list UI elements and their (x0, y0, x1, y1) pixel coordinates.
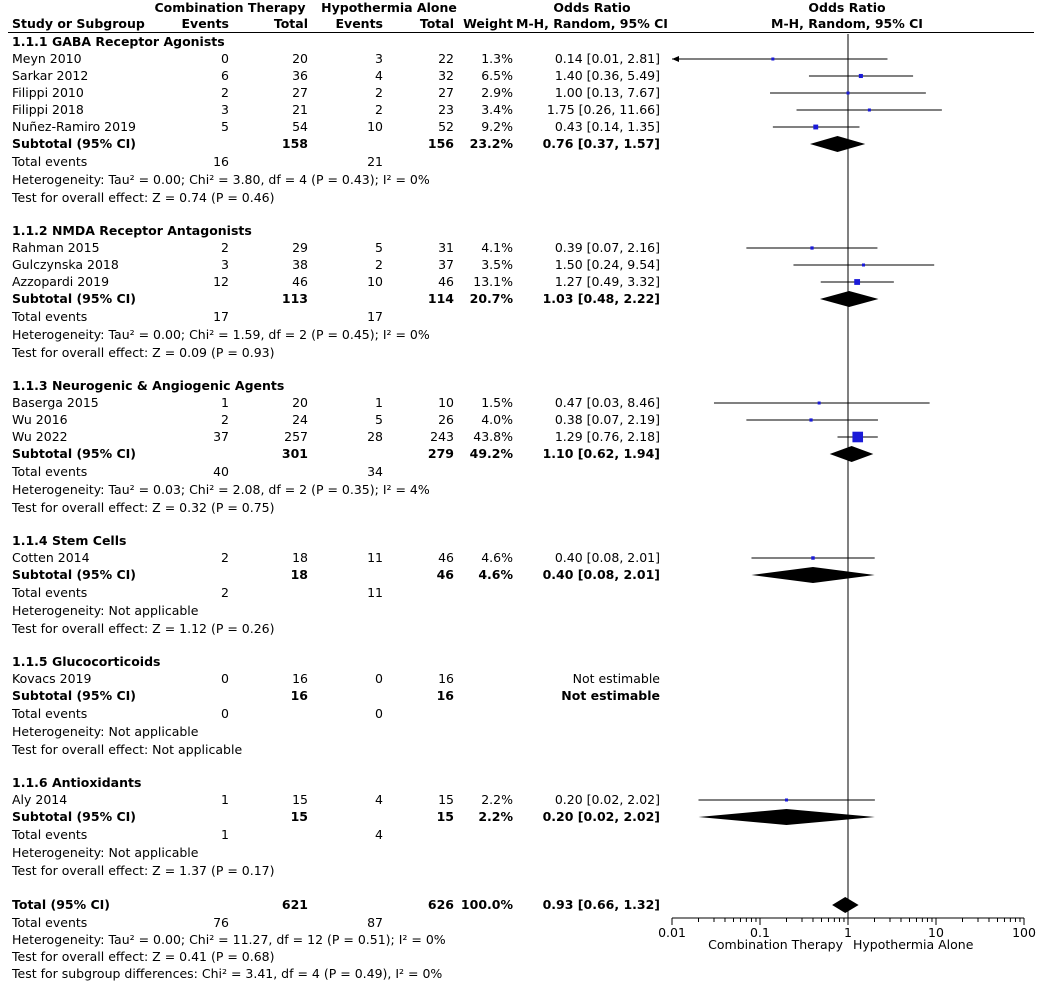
study-ci: 1.27 [0.49, 3.32] (554, 274, 660, 289)
study-name: Baserga 2015 (12, 395, 99, 410)
overall-effect: Test for overall effect: Z = 0.32 (P = 0.75) (12, 500, 275, 515)
study-total1: 20 (292, 395, 308, 410)
study-point-square (854, 279, 860, 285)
study-events2: 28 (367, 429, 383, 444)
subtotal-ci: 0.20 [0.02, 2.02] (542, 809, 660, 824)
study-ci: 1.50 [0.24, 9.54] (554, 257, 660, 272)
subtotal-total1: 18 (290, 567, 308, 582)
study-point-square (785, 799, 788, 802)
study-point-square (847, 92, 850, 95)
total-events1: 0 (221, 706, 229, 721)
subtotal-total1: 15 (290, 809, 308, 824)
study-column-header: Study or Subgroup (12, 16, 145, 31)
subtotal-label: Subtotal (95% CI) (12, 688, 136, 703)
study-name: Filippi 2010 (12, 85, 84, 100)
study-ci: 1.75 [0.26, 11.66] (546, 102, 660, 117)
group2-header: Hypothermia Alone (321, 0, 457, 15)
pooled-diamond (820, 291, 879, 307)
study-events1: 2 (221, 85, 229, 100)
study-total1: 20 (292, 51, 308, 66)
total-events-label: Total events (12, 154, 88, 169)
study-weight: 1.3% (481, 51, 513, 66)
x-tick-label: 0.1 (750, 925, 770, 940)
subgroup-title: 1.1.4 Stem Cells (12, 533, 127, 548)
subtotal-label: Subtotal (95% CI) (12, 809, 136, 824)
study-name: Azzopardi 2019 (12, 274, 110, 289)
heterogeneity: Heterogeneity: Tau² = 0.03; Chi² = 2.08, df = 2 (P = 0.35); I² = 4% (12, 482, 430, 497)
study-ci: Not estimable (572, 671, 660, 686)
study-total2: 243 (430, 429, 454, 444)
study-total2: 52 (438, 119, 454, 134)
study-name: Aly 2014 (12, 792, 68, 807)
study-ci: 0.40 [0.08, 2.01] (554, 550, 660, 565)
study-weight: 43.8% (473, 429, 513, 444)
study-events2: 10 (367, 274, 383, 289)
or-method-header: M-H, Random, 95% CI (516, 16, 668, 31)
total-events-label: Total events (12, 464, 88, 479)
study-point-square (862, 264, 865, 267)
study-events1: 6 (221, 68, 229, 83)
study-total1: 36 (292, 68, 308, 83)
study-total1: 54 (292, 119, 308, 134)
subgroup-title: 1.1.3 Neurogenic & Angiogenic Agents (12, 378, 285, 393)
plot-method-header: M-H, Random, 95% CI (771, 16, 923, 31)
subtotal-label: Subtotal (95% CI) (12, 446, 136, 461)
subtotal-label: Subtotal (95% CI) (12, 291, 136, 306)
study-name: Meyn 2010 (12, 51, 82, 66)
plot-title: Odds Ratio (808, 0, 886, 15)
study-weight: 4.0% (481, 412, 513, 427)
study-events1: 1 (221, 792, 229, 807)
subgroup-title: 1.1.5 Glucocorticoids (12, 654, 161, 669)
heterogeneity: Heterogeneity: Not applicable (12, 724, 199, 739)
subgroup-difference-test: Test for subgroup differences: Chi² = 3.41, df = 4 (P = 0.49), I² = 0% (12, 966, 443, 981)
study-events2: 10 (367, 119, 383, 134)
subtotal-weight: 49.2% (469, 446, 513, 461)
total-events2: 21 (367, 154, 383, 169)
subtotal-total1: 301 (281, 446, 308, 461)
total-n1: 621 (281, 897, 308, 912)
study-events2: 4 (375, 68, 383, 83)
study-name: Gulczynska 2018 (12, 257, 119, 272)
study-point-square (818, 402, 821, 405)
x-tick-label: 1 (844, 925, 852, 940)
study-events2: 0 (375, 671, 383, 686)
subtotal-ci: 0.76 [0.37, 1.57] (542, 136, 660, 151)
total-events-label: Total events (12, 309, 88, 324)
study-weight: 4.1% (481, 240, 513, 255)
study-events2: 5 (375, 240, 383, 255)
pooled-diamond (810, 136, 865, 152)
events2-header: Events (335, 16, 383, 31)
study-total2: 27 (438, 85, 454, 100)
study-total1: 38 (292, 257, 308, 272)
heterogeneity: Heterogeneity: Tau² = 0.00; Chi² = 1.59, df = 2 (P = 0.45); I² = 0% (12, 327, 430, 342)
subtotal-weight: 23.2% (469, 136, 513, 151)
study-events2: 1 (375, 395, 383, 410)
study-total2: 22 (438, 51, 454, 66)
ci-clip-arrow (672, 56, 679, 62)
study-weight: 9.2% (481, 119, 513, 134)
study-events1: 5 (221, 119, 229, 134)
events1-header: Events (181, 16, 229, 31)
total2-header: Total (419, 16, 454, 31)
overall-effect: Test for overall effect: Z = 1.12 (P = 0.26) (12, 621, 275, 636)
study-total1: 46 (292, 274, 308, 289)
study-weight: 13.1% (473, 274, 513, 289)
study-total2: 32 (438, 68, 454, 83)
weight-header: Weight (463, 16, 513, 31)
study-events1: 37 (213, 429, 229, 444)
subtotal-label: Subtotal (95% CI) (12, 136, 136, 151)
subtotal-ci: Not estimable (561, 688, 660, 703)
study-ci: 1.29 [0.76, 2.18] (554, 429, 660, 444)
total-events1: 17 (213, 309, 229, 324)
total-ci: 0.93 [0.66, 1.32] (542, 897, 660, 912)
study-point-square (811, 556, 814, 559)
study-weight: 3.4% (481, 102, 513, 117)
study-ci: 0.14 [0.01, 2.81] (554, 51, 660, 66)
study-events1: 1 (221, 395, 229, 410)
pooled-diamond (830, 446, 874, 462)
study-events2: 5 (375, 412, 383, 427)
overall-events1: 76 (213, 915, 229, 930)
total-events1: 1 (221, 827, 229, 842)
study-total1: 15 (292, 792, 308, 807)
study-events2: 2 (375, 257, 383, 272)
study-total2: 15 (438, 792, 454, 807)
total-events2: 34 (367, 464, 383, 479)
overall-effect: Test for overall effect: Z = 1.37 (P = 0.17) (12, 863, 275, 878)
overall-heterogeneity: Heterogeneity: Tau² = 0.00; Chi² = 11.27, df = 12 (P = 0.51); I² = 0% (12, 932, 446, 947)
study-point-square (810, 246, 813, 249)
group1-header: Combination Therapy (154, 0, 306, 15)
study-name: Wu 2022 (12, 429, 68, 444)
study-weight: 3.5% (481, 257, 513, 272)
study-events1: 2 (221, 240, 229, 255)
overall-events-label: Total events (12, 915, 88, 930)
study-ci: 0.43 [0.14, 1.35] (554, 119, 660, 134)
total-events2: 4 (375, 827, 383, 842)
subtotal-ci: 0.40 [0.08, 2.01] (542, 567, 660, 582)
total-events1: 40 (213, 464, 229, 479)
study-name: Nuñez-Ramiro 2019 (12, 119, 136, 134)
heterogeneity: Heterogeneity: Not applicable (12, 603, 199, 618)
study-ci: 0.20 [0.02, 2.02] (554, 792, 660, 807)
study-events2: 11 (367, 550, 383, 565)
subtotal-ci: 1.10 [0.62, 1.94] (542, 446, 660, 461)
study-weight: 4.6% (481, 550, 513, 565)
subtotal-label: Subtotal (95% CI) (12, 567, 136, 582)
study-name: Wu 2016 (12, 412, 68, 427)
subtotal-ci: 1.03 [0.48, 2.22] (542, 291, 660, 306)
subgroup-title: 1.1.6 Antioxidants (12, 775, 142, 790)
study-point-square (809, 418, 812, 421)
study-total1: 18 (292, 550, 308, 565)
study-total1: 16 (292, 671, 308, 686)
subgroup-title: 1.1.2 NMDA Receptor Antagonists (12, 223, 252, 238)
study-events1: 3 (221, 257, 229, 272)
study-ci: 0.39 [0.07, 2.16] (554, 240, 660, 255)
heterogeneity: Heterogeneity: Tau² = 0.00; Chi² = 3.80, df = 4 (P = 0.43); I² = 0% (12, 172, 430, 187)
study-point-square (859, 74, 863, 78)
subtotal-total2: 114 (427, 291, 454, 306)
study-total2: 23 (438, 102, 454, 117)
subtotal-total1: 113 (281, 291, 308, 306)
total-events2: 11 (367, 585, 383, 600)
total-weight: 100.0% (460, 897, 513, 912)
study-events2: 2 (375, 85, 383, 100)
study-total2: 10 (438, 395, 454, 410)
study-weight: 6.5% (481, 68, 513, 83)
overall-events2: 87 (367, 915, 383, 930)
study-point-square (852, 432, 863, 443)
subtotal-weight: 4.6% (478, 567, 513, 582)
overall-effect-test: Test for overall effect: Z = 0.41 (P = 0.68) (12, 949, 275, 964)
subtotal-total1: 158 (281, 136, 308, 151)
study-ci: 0.47 [0.03, 8.46] (554, 395, 660, 410)
subtotal-total2: 15 (436, 809, 454, 824)
study-total2: 31 (438, 240, 454, 255)
subtotal-total2: 16 (436, 688, 454, 703)
study-point-square (771, 58, 774, 61)
study-weight: 2.2% (481, 792, 513, 807)
study-total1: 24 (292, 412, 308, 427)
subtotal-weight: 2.2% (478, 809, 513, 824)
study-events1: 2 (221, 550, 229, 565)
study-name: Kovacs 2019 (12, 671, 92, 686)
study-total2: 46 (438, 274, 454, 289)
pooled-diamond (751, 567, 874, 583)
x-tick-label: 0.01 (658, 925, 686, 940)
subgroup-title: 1.1.1 GABA Receptor Agonists (12, 34, 225, 49)
study-name: Rahman 2015 (12, 240, 100, 255)
study-point-square (868, 109, 871, 112)
study-ci: 1.40 [0.36, 5.49] (554, 68, 660, 83)
total-events1: 16 (213, 154, 229, 169)
subtotal-total2: 279 (427, 446, 454, 461)
study-total2: 37 (438, 257, 454, 272)
odds-ratio-title: Odds Ratio (553, 0, 631, 15)
x-tick-label: 10 (928, 925, 944, 940)
study-total1: 21 (292, 102, 308, 117)
study-weight: 2.9% (481, 85, 513, 100)
study-weight: 1.5% (481, 395, 513, 410)
header-rule (8, 32, 1034, 33)
subtotal-total1: 16 (290, 688, 308, 703)
study-total1: 27 (292, 85, 308, 100)
study-events1: 0 (221, 51, 229, 66)
study-name: Filippi 2018 (12, 102, 84, 117)
study-total2: 26 (438, 412, 454, 427)
overall-effect: Test for overall effect: Z = 0.74 (P = 0.46) (12, 190, 275, 205)
study-events1: 2 (221, 412, 229, 427)
total-n2: 626 (427, 897, 454, 912)
x-tick-label: 100 (1012, 925, 1036, 940)
study-events1: 12 (213, 274, 229, 289)
study-name: Sarkar 2012 (12, 68, 89, 83)
study-events2: 3 (375, 51, 383, 66)
pooled-diamond (832, 897, 858, 913)
subtotal-total2: 46 (436, 567, 454, 582)
total-events-label: Total events (12, 585, 88, 600)
total-events-label: Total events (12, 706, 88, 721)
favours-right-label: Hypothermia Alone (853, 937, 974, 952)
heterogeneity: Heterogeneity: Not applicable (12, 845, 199, 860)
subtotal-weight: 20.7% (469, 291, 513, 306)
study-ci: 0.38 [0.07, 2.19] (554, 412, 660, 427)
study-name: Cotten 2014 (12, 550, 90, 565)
overall-effect: Test for overall effect: Z = 0.09 (P = 0.93) (12, 345, 275, 360)
total-events1: 2 (221, 585, 229, 600)
total-events2: 17 (367, 309, 383, 324)
study-total1: 29 (292, 240, 308, 255)
study-point-square (813, 125, 818, 130)
favours-left-label: Combination Therapy (708, 937, 843, 952)
overall-effect: Test for overall effect: Not applicable (12, 742, 243, 757)
total-label: Total (95% CI) (12, 897, 111, 912)
study-events2: 2 (375, 102, 383, 117)
study-total1: 257 (284, 429, 308, 444)
study-ci: 1.00 [0.13, 7.67] (554, 85, 660, 100)
study-events1: 3 (221, 102, 229, 117)
study-total2: 16 (438, 671, 454, 686)
total-events2: 0 (375, 706, 383, 721)
study-total2: 46 (438, 550, 454, 565)
subtotal-total2: 156 (427, 136, 454, 151)
study-events2: 4 (375, 792, 383, 807)
total-events-label: Total events (12, 827, 88, 842)
total1-header: Total (273, 16, 308, 31)
study-events1: 0 (221, 671, 229, 686)
